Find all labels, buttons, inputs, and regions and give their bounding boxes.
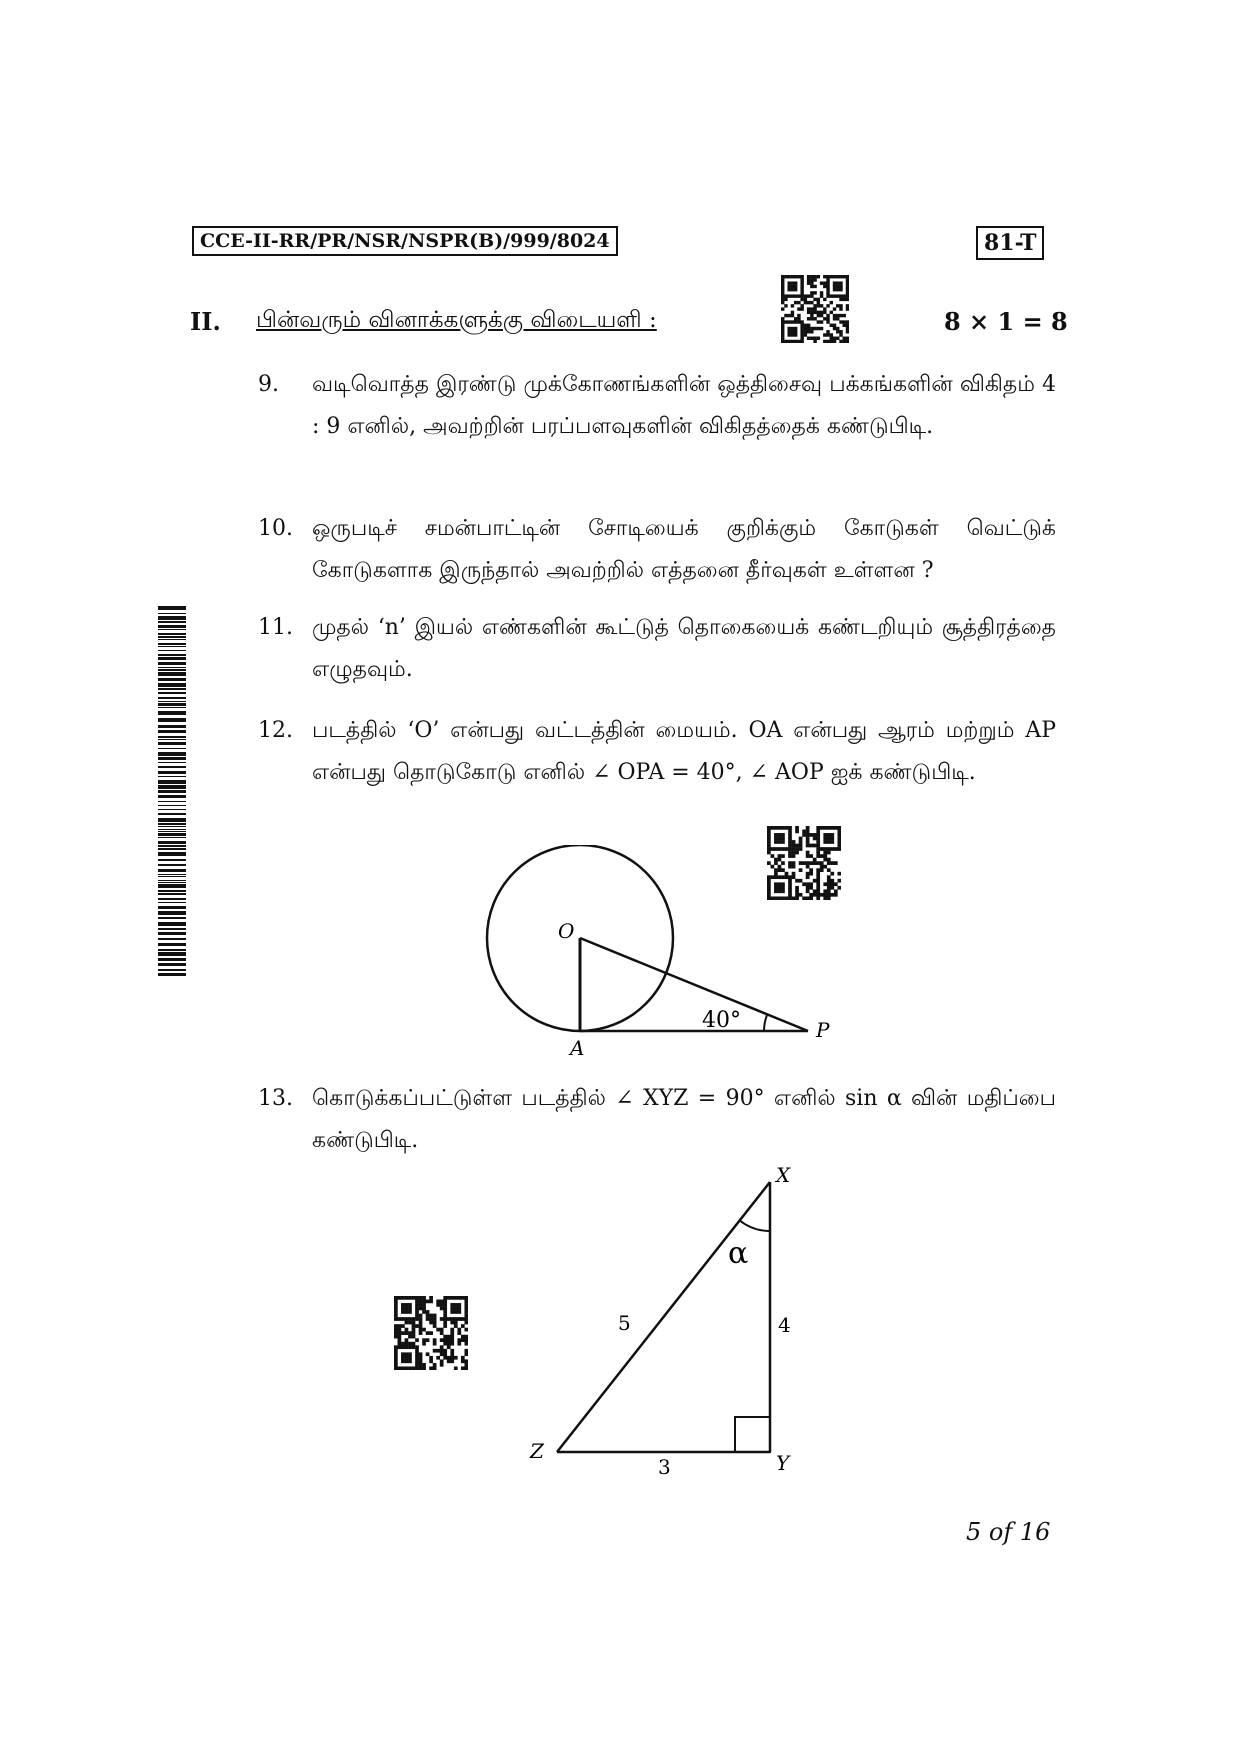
- section-title: பின்வரும் வினாக்களுக்கு விடையளி :: [256, 307, 657, 333]
- question-text: வடிவொத்த இரண்டு முக்கோணங்களின் ஒத்திசைவு பக்கங்களின் விகிதம் 4 : 9 எனில், அவற்றின் பரப்பளவுகளின் விகிதத்தைக் கண்டுபிடி.: [312, 372, 1056, 439]
- side-xy-label: 4: [778, 1313, 791, 1337]
- qr-code-icon: [394, 1296, 468, 1370]
- label-a: A: [570, 1036, 585, 1060]
- question-number: 9.: [258, 372, 279, 397]
- section-number: II.: [190, 307, 221, 336]
- side-xz-label: 5: [618, 1311, 631, 1335]
- question-number: 12.: [258, 718, 293, 743]
- label-o: O: [558, 919, 575, 943]
- side-xz: [557, 1182, 770, 1452]
- section-marks: 8 × 1 = 8: [944, 307, 1068, 336]
- question-number: 11.: [258, 615, 293, 640]
- angle-label: 40°: [702, 1008, 741, 1033]
- line-op: [580, 938, 808, 1031]
- question-text: ஒருபடிச் சமன்பாட்டின் சோடியைக் குறிக்கும் கோடுகள் வெட்டுக் கோடுகளாக இருந்தால் அவற்றில் எத்தனை தீர்வுகள் உள்ளன ?: [312, 516, 1056, 583]
- alpha-arc: [740, 1221, 770, 1232]
- right-triangle-figure: [520, 1160, 810, 1480]
- qr-code-icon: [781, 275, 849, 343]
- question-text: படத்தில் ‘O’ என்பது வட்டத்தின் மையம். OA என்பது ஆரம் மற்றும் AP என்பது தொடுகோடு எனில் ∠ OPA = 40°, ∠ AOP ஐக் கண்டுபிடி.: [312, 718, 1056, 785]
- label-alpha: α: [728, 1236, 749, 1271]
- question-text: கொடுக்கப்பட்டுள்ள படத்தில் ∠ XYZ = 90° எனில் sin α வின் மதிப்பை கண்டுபிடி.: [312, 1086, 1056, 1153]
- question-text: முதல் ‘n’ இயல் எண்களின் கூட்டுத் தொகையைக் கண்டறியும் சூத்திரத்தை எழுதவும்.: [312, 615, 1056, 682]
- label-p: P: [816, 1018, 830, 1042]
- subject-code: 81-T: [976, 226, 1044, 260]
- barcode-icon: [158, 606, 188, 976]
- page-number: 5 of 16: [966, 1518, 1051, 1546]
- angle-arc: [764, 1014, 767, 1031]
- label-y: Y: [776, 1451, 790, 1475]
- question-number: 10.: [258, 516, 293, 541]
- question-number: 13.: [258, 1086, 293, 1111]
- right-angle-mark: [735, 1417, 770, 1452]
- paper-code: CCE-II-RR/PR/NSR/NSPR(B)/999/8024: [192, 226, 618, 256]
- label-x: X: [776, 1163, 791, 1187]
- side-zy-label: 3: [658, 1455, 671, 1479]
- circle-tangent-figure: [470, 845, 850, 1060]
- label-z: Z: [530, 1439, 544, 1463]
